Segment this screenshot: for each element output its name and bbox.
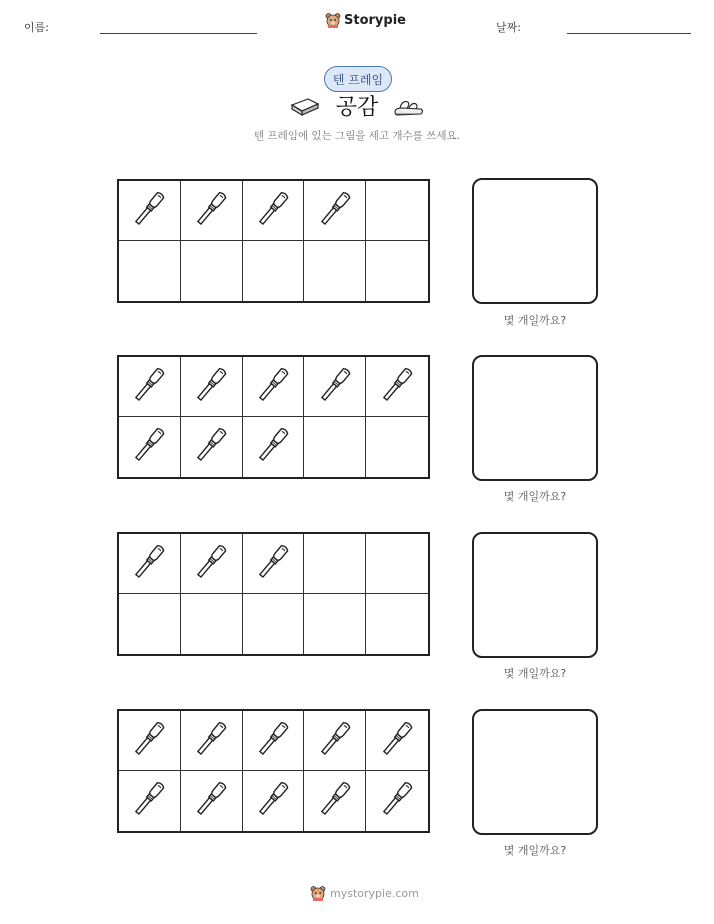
frame-cell [366,181,428,241]
chisel-icon [129,423,169,471]
answer-box[interactable] [472,178,598,304]
footer-url: mystorypie.com [330,886,419,900]
frame-cell [366,534,428,594]
frame-cell [243,241,305,301]
frame-cell [181,594,243,654]
frame-cell [243,357,305,417]
frame-cell [181,357,243,417]
frame-cell [304,241,366,301]
answer-prompt: 몇 개일까요? [503,314,567,327]
name-line[interactable] [100,33,257,34]
frame-cell [119,534,181,594]
bear-mascot-icon [325,12,341,28]
frame-cell [304,711,366,771]
brand-logo [325,12,406,28]
instructions: 텐 프레임에 있는 그림을 세고 개수를 쓰세요. [254,130,460,142]
frame-cell [366,241,428,301]
frame-cell [304,181,366,241]
chisel-icon [253,717,293,765]
chisel-icon [377,363,417,411]
answer-prompt: 몇 개일까요? [503,490,567,503]
frame-cell [366,711,428,771]
bear-mascot-icon [310,885,326,901]
sandal-icon [392,96,426,118]
chisel-icon [315,363,355,411]
chisel-icon [191,777,231,825]
chisel-icon [191,363,231,411]
frame-cell [243,594,305,654]
date-label: 날짜: [496,21,521,34]
ten-frame [117,532,430,656]
frame-cell [304,771,366,831]
chisel-icon [377,777,417,825]
chisel-icon [315,717,355,765]
chisel-icon [129,540,169,588]
frame-cell [181,181,243,241]
frame-cell [243,181,305,241]
frame-cell [304,534,366,594]
chisel-icon [191,540,231,588]
frame-cell [181,771,243,831]
chisel-icon [129,363,169,411]
frame-cell [366,771,428,831]
frame-cell [181,711,243,771]
frame-cell [119,357,181,417]
chisel-icon [253,363,293,411]
chisel-icon [253,423,293,471]
ten-frame [117,709,430,833]
chisel-icon [253,777,293,825]
chisel-icon [191,187,231,235]
answer-box[interactable] [472,532,598,658]
frame-cell [181,241,243,301]
chisel-icon [253,187,293,235]
answer-box[interactable] [472,355,598,481]
chisel-icon [253,540,293,588]
answer-prompt: 몇 개일까요? [503,844,567,857]
category-badge: 텐 프레임 [324,66,392,92]
frame-cell [366,594,428,654]
name-label: 이름: [24,21,49,34]
frame-cell [181,534,243,594]
frame-cell [366,357,428,417]
frame-cell [243,711,305,771]
chisel-icon [129,717,169,765]
frame-cell [304,417,366,477]
chisel-icon [315,777,355,825]
frame-cell [243,771,305,831]
chisel-icon [191,423,231,471]
frame-cell [119,711,181,771]
worksheet-title: 공감 [335,95,379,120]
frame-cell [243,417,305,477]
chisel-icon [129,187,169,235]
chisel-icon [129,777,169,825]
frame-cell [119,594,181,654]
ten-frame [117,355,430,479]
chisel-icon [315,187,355,235]
frame-cell [304,594,366,654]
frame-cell [119,181,181,241]
answer-prompt: 몇 개일까요? [503,667,567,680]
answer-box[interactable] [472,709,598,835]
chisel-icon [191,717,231,765]
frame-cell [366,417,428,477]
frame-cell [119,771,181,831]
frame-cell [243,534,305,594]
date-line[interactable] [567,33,691,34]
chisel-icon [377,717,417,765]
footer [310,885,419,901]
frame-cell [304,357,366,417]
brand-name: Storypie [344,12,406,28]
frame-cell [181,417,243,477]
frame-cell [119,241,181,301]
frame-cell [119,417,181,477]
ten-frame [117,179,430,303]
